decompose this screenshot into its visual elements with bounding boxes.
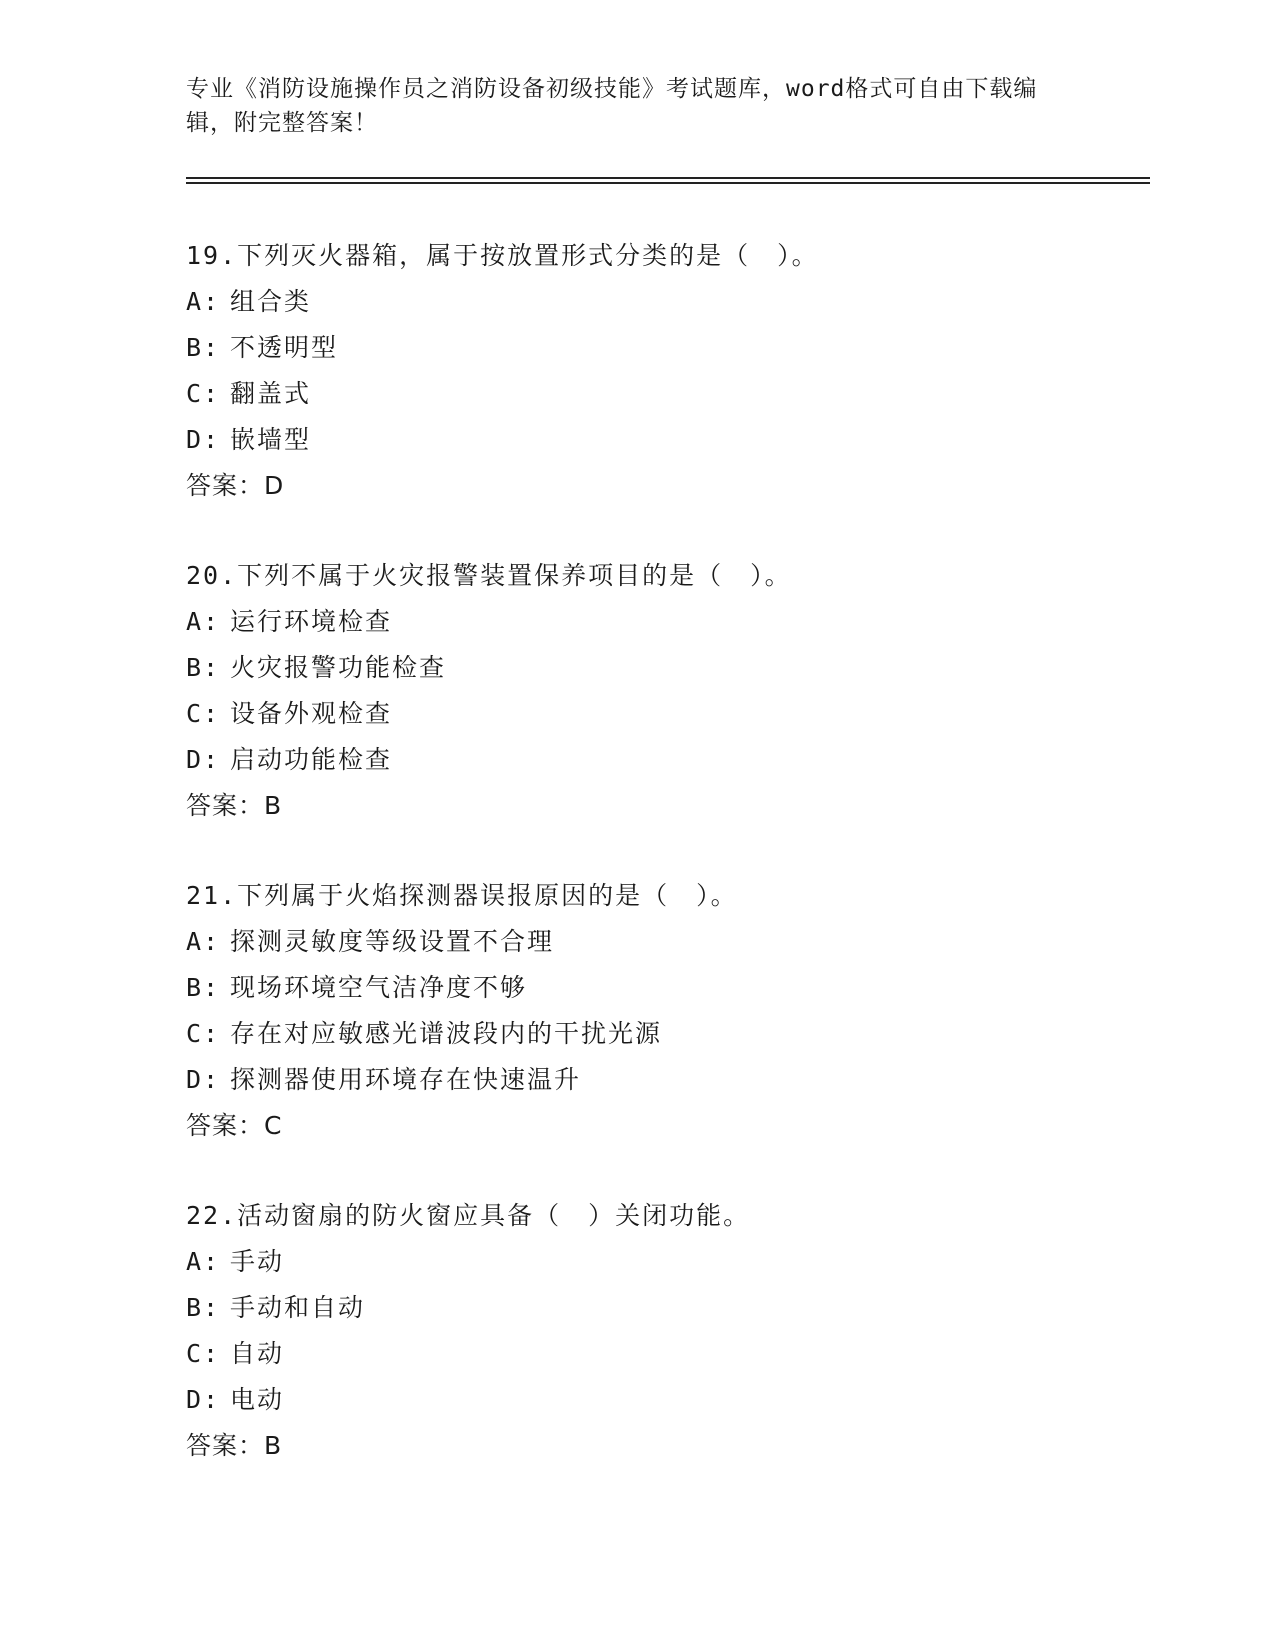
question-text: 22.活动窗扇的防火窗应具备（ ）关闭功能。 <box>186 1201 751 1230</box>
question-block <box>186 1201 1146 1477</box>
option-letter: A: <box>186 1247 221 1276</box>
option-d <box>186 1065 1146 1111</box>
option-d <box>186 425 1146 471</box>
option-c <box>186 1019 1146 1065</box>
option-letter: B: <box>186 333 221 362</box>
option-text: 翻盖式 <box>230 379 312 408</box>
option-letter: C: <box>186 1019 221 1048</box>
option-text: 不透明型 <box>230 333 339 362</box>
option-c <box>186 1339 1146 1385</box>
option-letter: B: <box>186 973 221 1002</box>
option-d <box>186 745 1146 791</box>
option-b <box>186 1293 1146 1339</box>
option-text: 探测器使用环境存在快速温升 <box>230 1065 582 1094</box>
option-text: 电动 <box>230 1385 285 1414</box>
header-line-2: 辑，附完整答案！ <box>186 110 378 136</box>
question-block <box>186 241 1146 517</box>
option-letter: C: <box>186 379 221 408</box>
option-b <box>186 653 1146 699</box>
option-letter: C: <box>186 1339 221 1368</box>
option-text: 存在对应敏感光谱波段内的干扰光源 <box>230 1019 663 1048</box>
answer-line: 答案：D <box>186 471 285 500</box>
option-letter: B: <box>186 653 221 682</box>
option-b <box>186 973 1146 1019</box>
option-text: 组合类 <box>230 287 312 316</box>
option-c <box>186 699 1146 745</box>
option-text: 探测灵敏度等级设置不合理 <box>230 927 555 956</box>
option-b <box>186 333 1146 379</box>
option-letter: B: <box>186 1293 221 1322</box>
option-a <box>186 1247 1146 1293</box>
option-letter: A: <box>186 287 221 316</box>
option-text: 手动和自动 <box>230 1293 366 1322</box>
option-text: 设备外观检查 <box>230 699 393 728</box>
option-letter: A: <box>186 927 221 956</box>
question-block <box>186 881 1146 1157</box>
option-text: 嵌墙型 <box>230 425 312 454</box>
option-text: 手动 <box>230 1247 285 1276</box>
option-text: 运行环境检查 <box>230 607 393 636</box>
option-a <box>186 607 1146 653</box>
question-text: 21.下列属于火焰探测器误报原因的是（ ）。 <box>186 881 738 910</box>
question-text: 19.下列灭火器箱，属于按放置形式分类的是（ ）。 <box>186 241 819 270</box>
option-letter: D: <box>186 1065 221 1094</box>
option-a <box>186 287 1146 333</box>
option-text: 自动 <box>230 1339 285 1368</box>
option-text: 启动功能检查 <box>230 745 393 774</box>
answer-line: 答案：B <box>186 791 283 820</box>
option-text: 现场环境空气洁净度不够 <box>230 973 528 1002</box>
answer-line: 答案：B <box>186 1431 283 1460</box>
option-letter: A: <box>186 607 221 636</box>
header-divider-top <box>186 177 1150 179</box>
question-block <box>186 561 1146 837</box>
option-text: 火灾报警功能检查 <box>230 653 447 682</box>
option-letter: D: <box>186 1385 221 1414</box>
answer-line: 答案：C <box>186 1111 283 1140</box>
option-a <box>186 927 1146 973</box>
question-text: 20.下列不属于火灾报警装置保养项目的是（ ）。 <box>186 561 792 590</box>
option-letter: D: <box>186 745 221 774</box>
option-letter: D: <box>186 425 221 454</box>
option-letter: C: <box>186 699 221 728</box>
option-c <box>186 379 1146 425</box>
header-line-1: 专业《消防设施操作员之消防设备初级技能》考试题库，word格式可自由下载编 <box>186 76 1038 102</box>
document-header <box>186 72 1066 140</box>
header-divider-bottom <box>186 182 1150 184</box>
option-d <box>186 1385 1146 1431</box>
